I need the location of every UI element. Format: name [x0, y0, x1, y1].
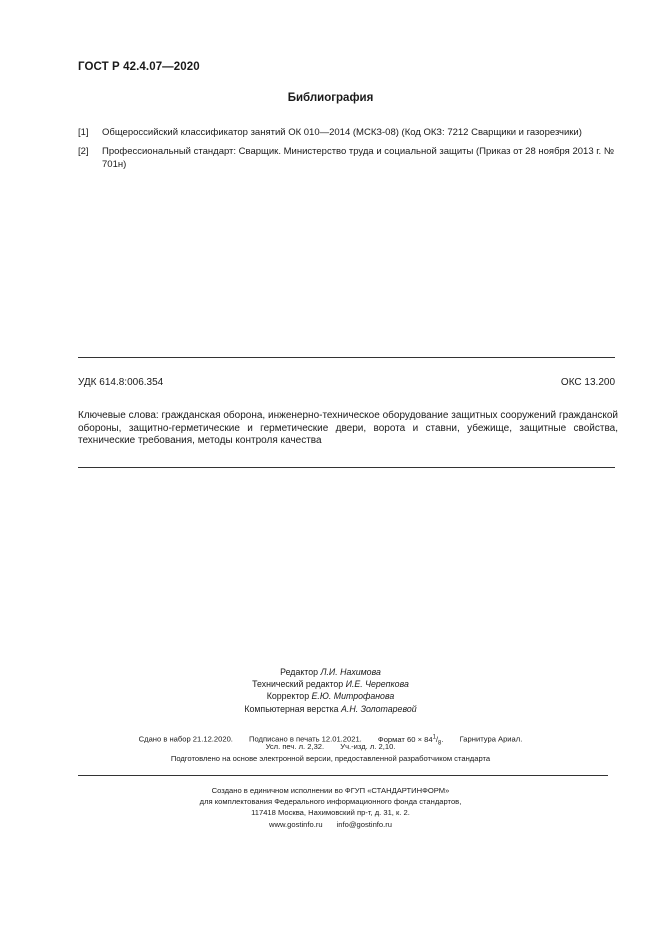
- print-date: Подписано в печать 12.01.2021.: [249, 734, 362, 744]
- imprint-line-2: [0, 741, 661, 753]
- bibliography-item: [78, 145, 618, 171]
- credit-line: [0, 678, 661, 690]
- udk-code: УДК 614.8:006.354: [78, 377, 164, 388]
- website-link[interactable]: www.gostinfo.ru: [268, 819, 323, 829]
- imprint-note: Подготовлено на основе электронной версии, предоставленной разработчиком стандарта: [170, 754, 491, 763]
- credit-line: [0, 690, 661, 702]
- credit-line: [0, 703, 661, 715]
- divider: [78, 775, 608, 776]
- credit-name: Е.Ю. Митрофанова: [311, 691, 395, 702]
- bibliography-item-number: [2]: [78, 146, 89, 157]
- credit-role: Компьютерная верстка: [244, 703, 339, 714]
- publisher-info: [0, 785, 661, 830]
- bibliography-item-text: Общероссийский классификатор занятий ОК 010—2014 (МСКЗ-08) (Код ОКЗ: 7212 Сварщики и газорезчики): [102, 127, 582, 138]
- divider: [78, 357, 615, 358]
- publ-sheets: Уч.-изд. л. 2,10.: [340, 742, 396, 751]
- credit-role: Редактор: [280, 667, 318, 677]
- publisher-line: для комплектования Федерального информационного фонда стандартов,: [199, 797, 462, 807]
- bibliography-item: [78, 126, 618, 139]
- format-denominator: 8: [438, 740, 442, 747]
- format-numerator: 1: [432, 734, 436, 740]
- credit-name: Л.И. Нахимова: [320, 667, 381, 677]
- publisher-line: 117418 Москва, Нахимовский пр-т, д. 31, к. 2.: [251, 808, 410, 818]
- keywords: Ключевые слова: гражданская оборона, инженерно-техническое оборудование защитных сооружений гражданской обороны, защитно-герметические и герметические двери, ворота и ставни, убежище, защитные свойства, технические требования, методы контроля качества: [78, 410, 618, 446]
- bibliography-item-number: [1]: [78, 127, 89, 138]
- standard-number: ГОСТ Р 42.4.07—2020: [78, 61, 200, 73]
- publisher-contacts: [0, 819, 661, 830]
- divider: [78, 467, 615, 468]
- credit-line: [0, 666, 661, 678]
- format-suffix: .: [441, 734, 444, 744]
- format: Формат $60 \times 84^1/_8$.: [377, 734, 444, 747]
- typeface: Гарнитура Ариал.: [459, 734, 523, 744]
- format-prefix: Формат 60 × 84: [377, 734, 433, 744]
- email-link[interactable]: info@gostinfo.ru: [336, 819, 393, 829]
- publisher-line: Создано в единичном исполнении во ФГУП «СТАНДАРТИНФОРМ»: [211, 786, 450, 795]
- credit-name: А.Н. Золотаревой: [341, 703, 417, 714]
- credits: [0, 666, 661, 715]
- credit-role: Технический редактор: [252, 679, 344, 690]
- oks-code: ОКС 13.200: [560, 377, 615, 388]
- credit-role: Корректор: [266, 691, 310, 702]
- print-sheets: Усл. печ. л. 2,32.: [265, 742, 325, 751]
- credit-name: И.Е. Черепкова: [345, 679, 409, 690]
- bibliography-title: Библиография: [287, 92, 374, 104]
- set-date: Сдано в набор 21.12.2020.: [138, 734, 233, 744]
- bibliography-item-text: Профессиональный стандарт: Сварщик. Министерство труда и социальной защиты (Приказ от 28 ноября 2013 г. № 701н): [102, 146, 615, 170]
